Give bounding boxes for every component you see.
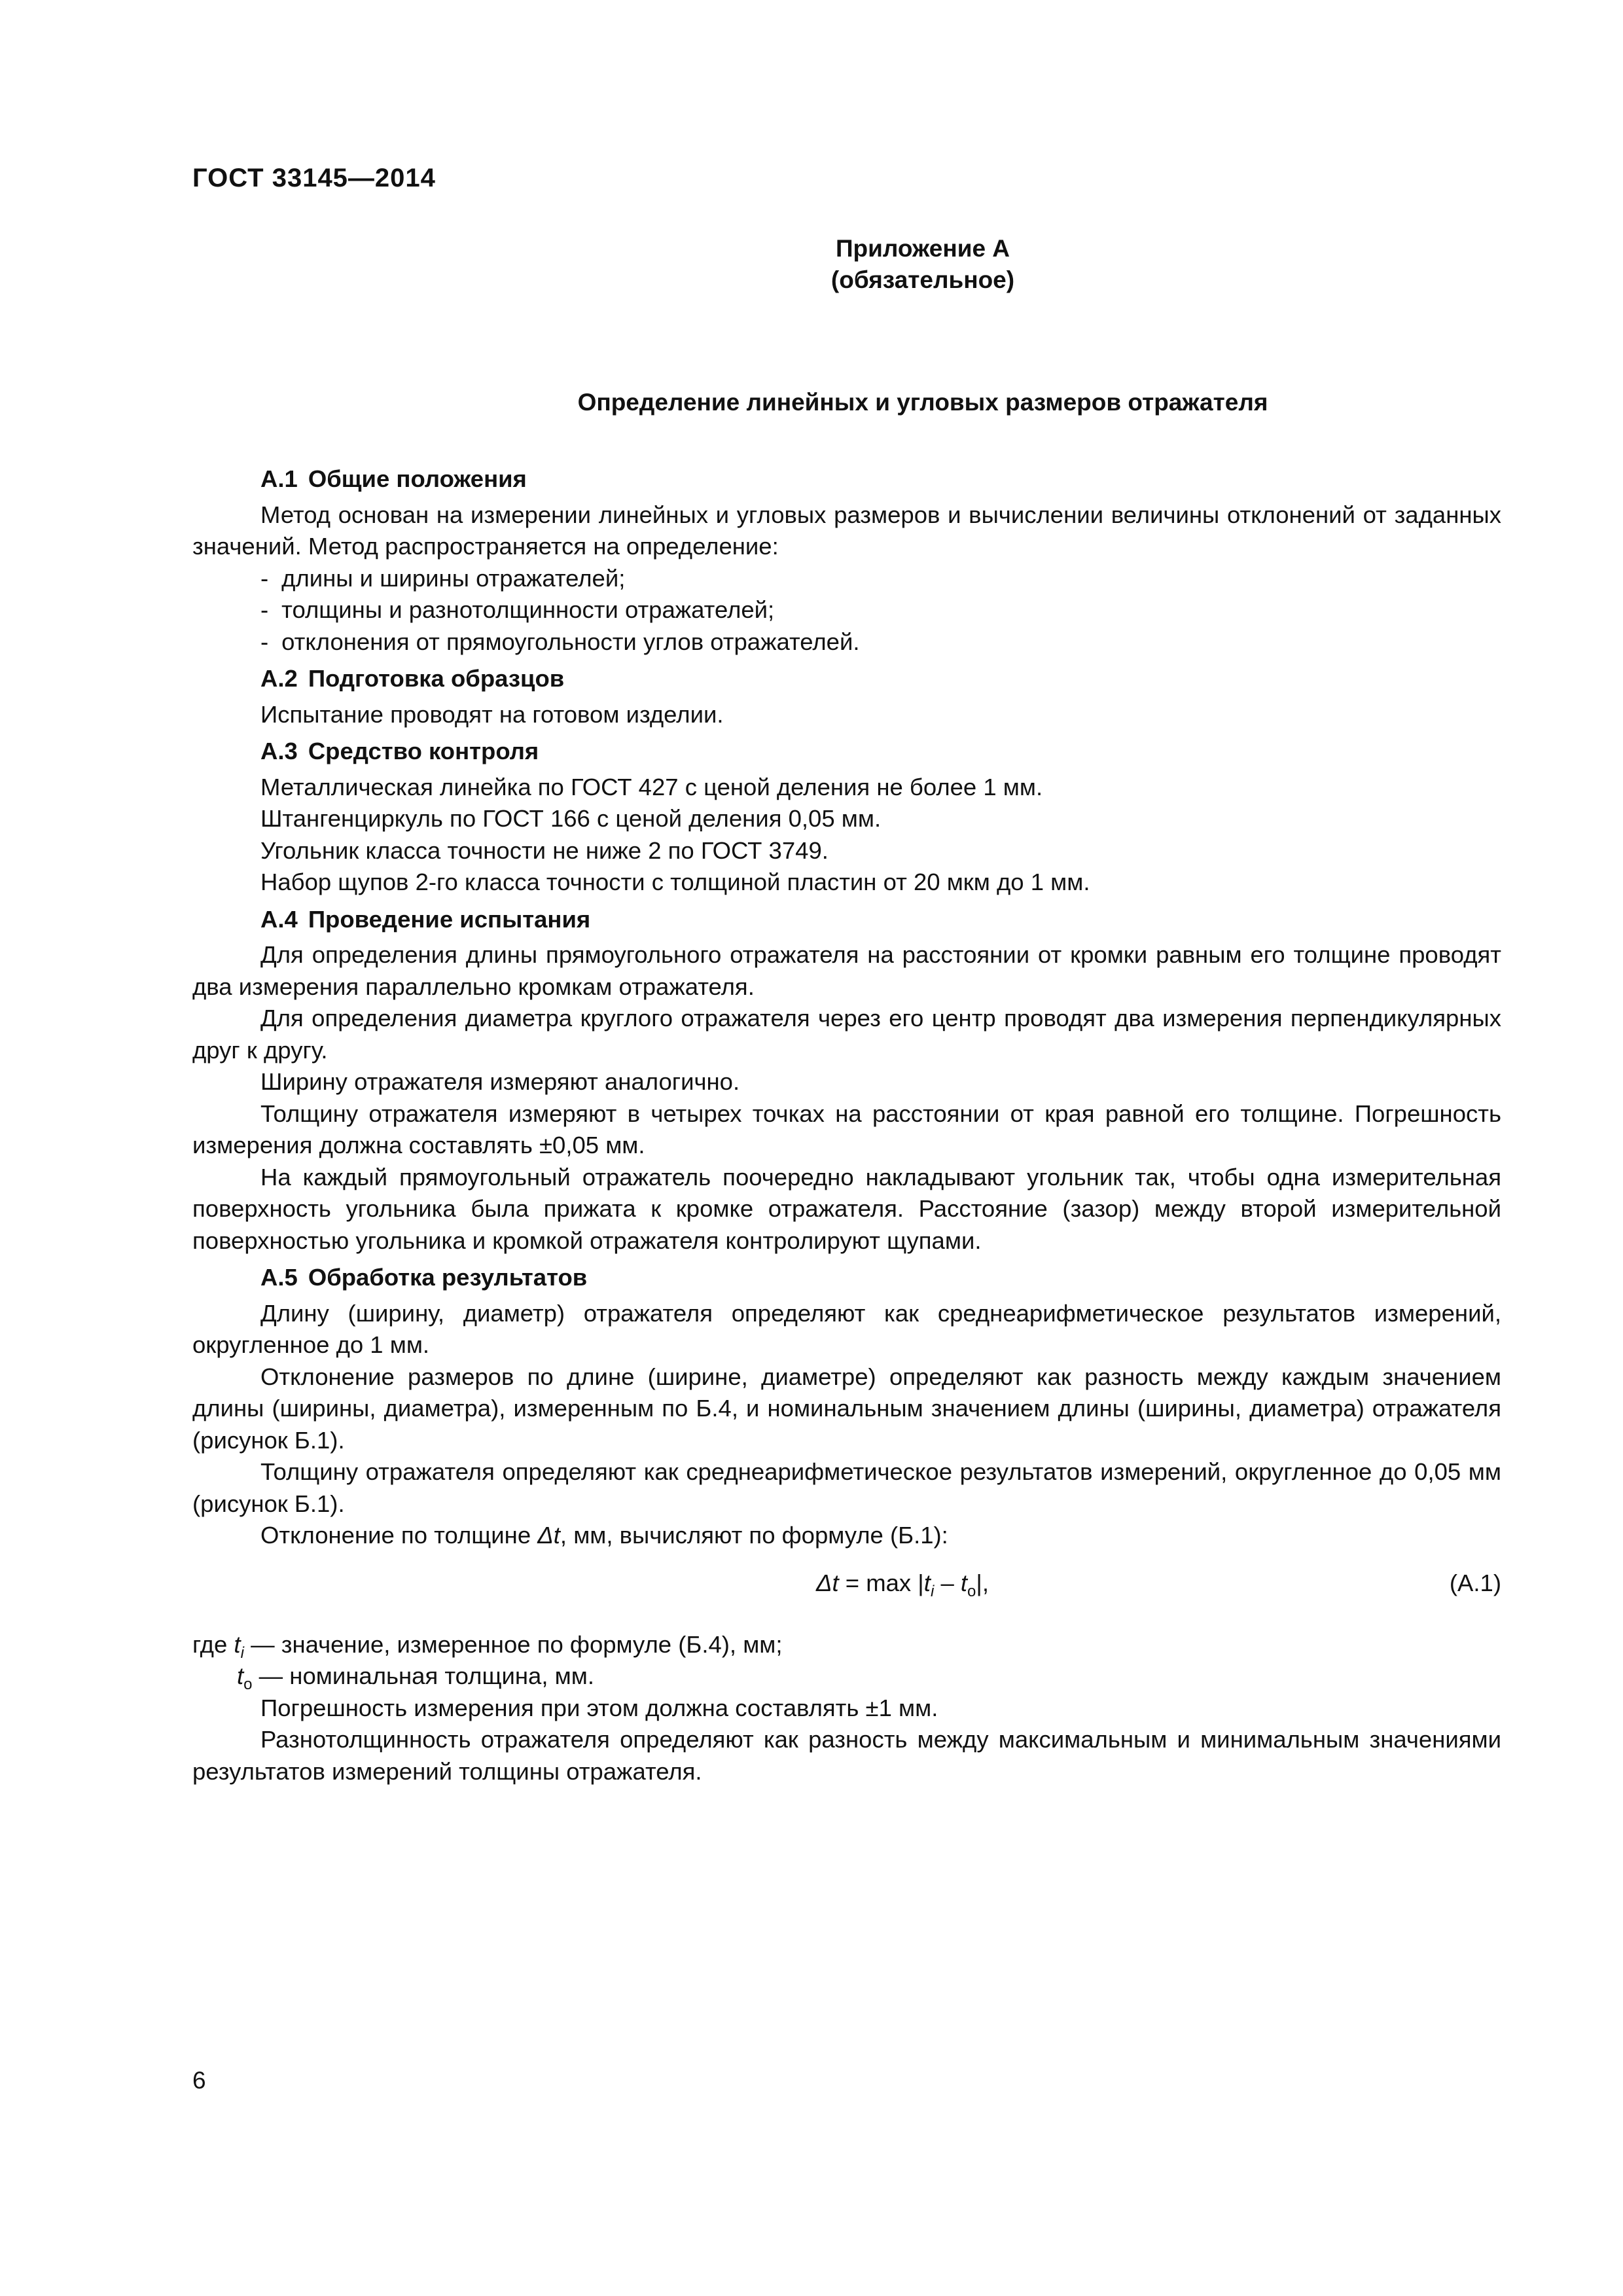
paragraph: Длину (ширину, диаметр) отражателя определяют как среднеарифметическое результатов измерений, округленное до 1 мм. bbox=[192, 1299, 1501, 1358]
section-title: Определение линейных и угловых размеров отражателя bbox=[577, 389, 1268, 416]
heading-text: Подготовка образцов bbox=[308, 665, 565, 692]
paragraph: Ширину отражателя измеряют аналогично. bbox=[260, 1068, 740, 1095]
heading-text: Обработка результатов bbox=[308, 1264, 588, 1291]
heading-text: Средство контроля bbox=[308, 738, 539, 764]
where-line: где $t_i$ — значение, измеренное по формуле (Б.4), мм; bbox=[192, 1630, 783, 1662]
heading-a4 bbox=[192, 904, 1501, 936]
paragraph: Разнотолщинность отражателя определяют как разность между максимальным и минимальным значениями результатов измерений толщины отражателя. bbox=[192, 1726, 1501, 1785]
heading-number: А.1 bbox=[260, 465, 298, 492]
paragraph: Толщину отражателя определяют как среднеарифметическое результатов измерений, округленное до 0,05 мм (рисунок Б.1). bbox=[192, 1458, 1501, 1517]
appendix-subtitle: (обязательное) bbox=[830, 266, 1015, 293]
list-item: - длины и ширины отражателей; bbox=[260, 564, 626, 592]
paragraph: Толщину отражателя измеряют в четырех точках на расстоянии от края равной его толщине. Погрешность измерения должна составлять ±0,05 мм. bbox=[192, 1100, 1501, 1158]
paragraph: Угольник класса точности не ниже 2 по ГОСТ 3749. bbox=[260, 836, 829, 864]
list-item: - отклонения от прямоугольности углов отражателей. bbox=[260, 628, 860, 655]
paragraph: Штангенциркуль по ГОСТ 166 с ценой деления 0,05 мм. bbox=[260, 805, 882, 832]
formula bbox=[192, 1568, 1501, 1607]
paragraph: Для определения длины прямоугольного отражателя на расстоянии от кромки равным его толщине проводят два измерения параллельно кромкам отражателя. bbox=[192, 941, 1501, 1000]
heading-number: А.4 bbox=[260, 905, 298, 933]
paragraph: Для определения диаметра круглого отражателя через его центр проводят два измерения перпендикулярных друг к другу. bbox=[192, 1005, 1501, 1064]
heading-number: А.3 bbox=[260, 738, 298, 764]
paragraph: Отклонение размеров по длине (ширине, диаметре) определяют как разность между каждым значением длины (ширины, диаметра), измеренным по Б.4, и номинальным значением длины (ширины, диаметра) отражателя (рисунок Б.1). bbox=[192, 1363, 1501, 1454]
paragraph: Испытание проводят на готовом изделии. bbox=[260, 700, 724, 728]
paragraph: Погрешность измерения при этом должна составлять ±1 мм. bbox=[260, 1694, 938, 1721]
paragraph: На каждый прямоугольный отражатель поочередно накладывают угольник так, чтобы одна измерительная поверхность угольника была прижата к кромке отражателя. Расстояние (зазор) между второй измерительной поверхностью угольника и кромкой отражателя контролируют щупами. bbox=[192, 1163, 1501, 1254]
paragraph: Набор щупов 2-го класса точности с толщиной пластин от 20 мкм до 1 мм. bbox=[260, 869, 1090, 895]
heading-a3 bbox=[192, 736, 1501, 768]
where-line: $t_o$ — номинальная толщина, мм. bbox=[237, 1662, 594, 1693]
heading-a2 bbox=[192, 663, 1501, 695]
document-id: ГОСТ 33145—2014 bbox=[192, 164, 436, 192]
heading-text: Проведение испытания bbox=[308, 905, 591, 933]
paragraph: Метод основан на измерении линейных и угловых размеров и вычислении величины отклонений от заданных значений. Метод распространяется на определение: bbox=[192, 501, 1501, 560]
formula-number: (А.1) bbox=[1449, 1569, 1501, 1596]
appendix-heading bbox=[0, 233, 1623, 296]
document-body bbox=[192, 458, 1501, 1787]
appendix-title: Приложение А bbox=[835, 235, 1010, 262]
paragraph: Металлическая линейка по ГОСТ 427 с ценой деления не более 1 мм. bbox=[260, 773, 1043, 800]
heading-number: А.2 bbox=[260, 665, 298, 692]
heading-text: Общие положения bbox=[308, 465, 527, 492]
list-item: - толщины и разнотолщинности отражателей; bbox=[260, 596, 775, 623]
heading-a1 bbox=[192, 463, 1501, 495]
page-number: 6 bbox=[192, 2067, 206, 2094]
heading-number: А.5 bbox=[260, 1264, 298, 1291]
heading-a5 bbox=[192, 1262, 1501, 1294]
formula-intro: Отклонение по толщине Δt, мм, вычисляют по формуле (Б.1): bbox=[260, 1522, 948, 1549]
formula-expression: $\Delta t = \max |t_i - t_o|$, bbox=[815, 1569, 990, 1600]
